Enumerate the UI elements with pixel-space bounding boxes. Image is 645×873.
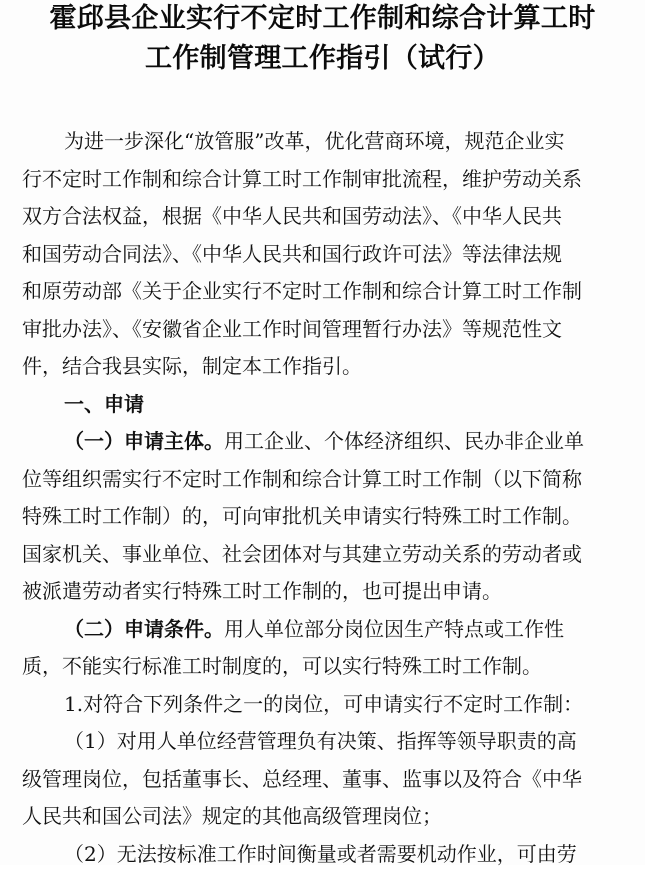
sub-item-1-first-line: （1）对用人单位经营管理负有决策、指挥等领导职责的高 bbox=[22, 723, 620, 761]
subject-paragraph-line: 位等组织需实行不定时工作制和综合计算工时工作制（以下简称 bbox=[22, 461, 620, 499]
sub-item-2-first-line: （2）无法按标准工作时间衡量或者需要机动作业，可由劳 bbox=[22, 836, 620, 873]
subject-lead: （一）申请主体。 bbox=[64, 429, 224, 453]
conditions-paragraph-first-line bbox=[22, 611, 620, 649]
intro-paragraph-line: 和原劳动部《关于企业实行不定时工作制和综合计算工时工作制 bbox=[22, 273, 620, 311]
subject-paragraph-line: 特殊工时工作制）的，可向审批机关申请实行特殊工时工作制。 bbox=[22, 498, 620, 536]
sub-item-1-line: 级管理岗位，包括董事长、总经理、董事、监事以及符合《中华 bbox=[22, 761, 620, 799]
intro-paragraph-line: 双方合法权益，根据《中华人民共和国劳动法》、《中华人民共 bbox=[22, 198, 620, 236]
intro-paragraph-line: 审批办法》、《安徽省企业工作时间管理暂行办法》等规范性文 bbox=[22, 311, 620, 349]
intro-paragraph-line: 件，结合我县实际，制定本工作指引。 bbox=[22, 348, 620, 386]
sub-item-1-line: 人民共和国公司法》规定的其他高级管理岗位； bbox=[22, 798, 620, 836]
item-1-line: 1.对符合下列条件之一的岗位，可申请实行不定时工作制： bbox=[22, 686, 620, 724]
subject-paragraph-first-line bbox=[22, 423, 620, 461]
section-heading-application: 一、申请 bbox=[22, 386, 620, 424]
document-title-line-2: 工作制管理工作指引（试行） bbox=[0, 42, 645, 76]
subject-paragraph-line: 国家机关、事业单位、社会团体对与其建立劳动关系的劳动者或 bbox=[22, 536, 620, 574]
document-body bbox=[22, 123, 620, 873]
intro-paragraph-line: 和国劳动合同法》、《中华人民共和国行政许可法》等法律法规 bbox=[22, 236, 620, 274]
conditions-paragraph-line: 质，不能实行标准工时制度的，可以实行特殊工时工作制。 bbox=[22, 648, 620, 686]
document-title-line-1: 霍邱县企业实行不定时工作制和综合计算工时 bbox=[0, 2, 645, 36]
intro-paragraph-line: 为进一步深化“放管服”改革，优化营商环境，规范企业实 bbox=[22, 123, 620, 161]
conditions-lead: （二）申请条件。 bbox=[64, 617, 224, 641]
intro-paragraph-line: 行不定时工作制和综合计算工时工作制审批流程，维护劳动关系 bbox=[22, 161, 620, 199]
subject-paragraph-line: 被派遣劳动者实行特殊工时工作制的，也可提出申请。 bbox=[22, 573, 620, 611]
subject-first-text: 用工企业、个体经济组织、民办非企业单 bbox=[224, 429, 584, 453]
conditions-first-text: 用人单位部分岗位因生产特点或工作性 bbox=[224, 617, 564, 641]
